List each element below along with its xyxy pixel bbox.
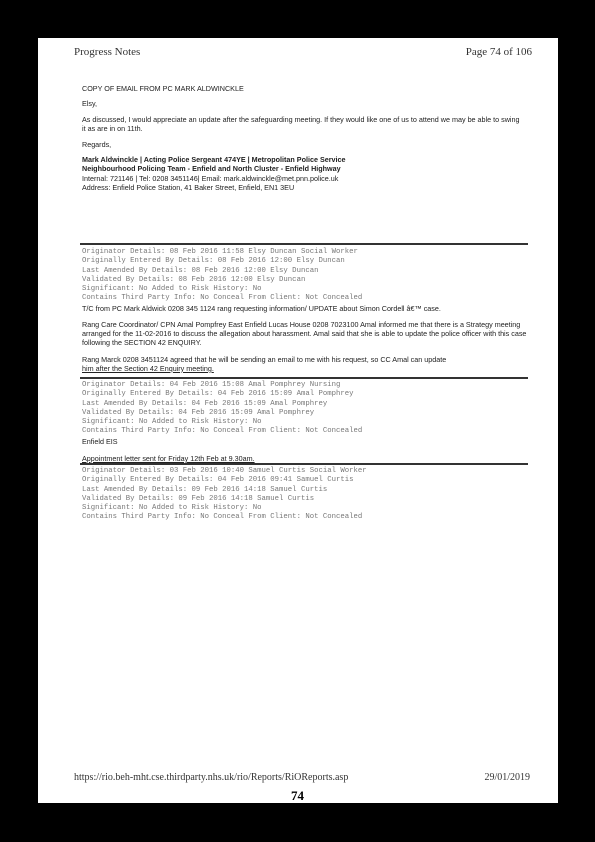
page-counter: Page 74 of 106 [465, 46, 532, 58]
entry-meta-amended: Last Amended By Details: 08 Feb 2016 12:00 Elsy Duncan [82, 266, 319, 275]
email-heading: COPY OF EMAIL FROM PC MARK ALDWINCKLE [82, 84, 244, 93]
entry-meta-originator: Originator Details: 08 Feb 2016 11:58 Elsy Duncan Social Worker [82, 248, 358, 256]
progress-entry [82, 381, 532, 463]
signature-address: Address: Enfield Police Station, 41 Baker Street, Enfield, EN1 3EU [82, 183, 295, 193]
entry-meta-validated: Validated By Details: 08 Feb 2016 12:00 Elsy Duncan [82, 275, 306, 284]
signature-team: Neighbourhood Policing Team - Enfield and North Cluster - Enfield Highway [82, 164, 341, 174]
entry-meta-originator: Originator Details: 03 Feb 2016 10:40 Samuel Curtis Social Worker [82, 467, 367, 475]
email-greeting: Elsy, [82, 99, 98, 109]
entry-meta-third-party: Contains Third Party Info: No Conceal From Client: Not Concealed [82, 294, 363, 303]
signature-name: Mark Aldwinckle | Acting Police Sergeant 474YE | Metropolitan Police Service [82, 155, 346, 165]
entry-note-paragraph: Rang Care Coordinator/ CPN Amal Pompfrey East Enfield Lucas House 0208 7023100 Amal informed me that there is a Strategy meeting arranged for the 11-02-2016 to discuss the allegation about harassment. Amal said that she is able to update the police officer with this case following the SECTION 42 ENQUIRY. [82, 319, 527, 348]
entry-meta-significant: Significant: No Added to Risk History: No [82, 418, 262, 427]
document-page [38, 38, 558, 803]
entry-meta-entered: Originally Entered By Details: 04 Feb 2016 15:09 Amal Pomphrey [82, 390, 354, 399]
email-regards: Regards, [82, 139, 112, 149]
entry-meta-entered: Originally Entered By Details: 04 Feb 2016 09:41 Samuel Curtis [82, 476, 354, 485]
entry-meta-amended: Last Amended By Details: 04 Feb 2016 15:09 Amal Pomphrey [82, 399, 328, 408]
entry-note-line: Appointment letter sent for Friday 12th Feb at 9.30am. [82, 453, 255, 463]
entry-meta-significant: Significant: No Added to Risk History: No [82, 285, 262, 294]
entry-meta-originator: Originator Details: 04 Feb 2016 15:08 Amal Pomphrey Nursing [82, 381, 341, 389]
email-block [82, 84, 522, 193]
entry-meta-third-party: Contains Third Party Info: No Conceal From Client: Not Concealed [82, 427, 363, 436]
entry-note-line: Enfield EIS [82, 436, 118, 446]
entry-divider [80, 377, 528, 379]
signature-contact: Internal: 721146 | Tel: 0208 3451146| Email: mark.aldwinckle@met.pnn.police.uk [82, 173, 339, 183]
entry-note-paragraph: Rang Marck 0208 3451124 agreed that he will be sending an email to me with his request, so CC Amal can update [82, 354, 447, 364]
page-number: 74 [291, 788, 304, 803]
entry-note-paragraph: him after the Section 42 Enquiry meeting. [82, 363, 214, 373]
footer-date: 29/01/2019 [484, 772, 530, 783]
entry-divider [80, 243, 528, 245]
footer-url: https://rio.beh-mht.cse.thirdparty.nhs.uk/rio/Reports/RiOReports.asp [74, 772, 349, 783]
entry-meta-validated: Validated By Details: 09 Feb 2016 14:18 Samuel Curtis [82, 494, 315, 503]
progress-entry [82, 467, 532, 523]
progress-entry [82, 248, 532, 373]
entry-meta-significant: Significant: No Added to Risk History: No [82, 504, 262, 513]
entry-note-line: T/C from PC Mark Aldwick 0208 345 1124 rang requesting information/ UPDATE about Simon Cordell â€™ case. [82, 303, 441, 313]
entry-divider [80, 463, 528, 465]
entry-meta-entered: Originally Entered By Details: 08 Feb 2016 12:00 Elsy Duncan [82, 257, 345, 266]
entry-meta-validated: Validated By Details: 04 Feb 2016 15:09 Amal Pomphrey [82, 408, 315, 417]
entry-meta-amended: Last Amended By Details: 09 Feb 2016 14:18 Samuel Curtis [82, 485, 328, 494]
email-body: As discussed, I would appreciate an update after the safeguarding meeting. If they would like one of us to attend we may be able to swing it as are in on 11th. [82, 114, 520, 134]
page-title: Progress Notes [74, 46, 141, 58]
entry-meta-third-party: Contains Third Party Info: No Conceal From Client: Not Concealed [82, 513, 363, 522]
